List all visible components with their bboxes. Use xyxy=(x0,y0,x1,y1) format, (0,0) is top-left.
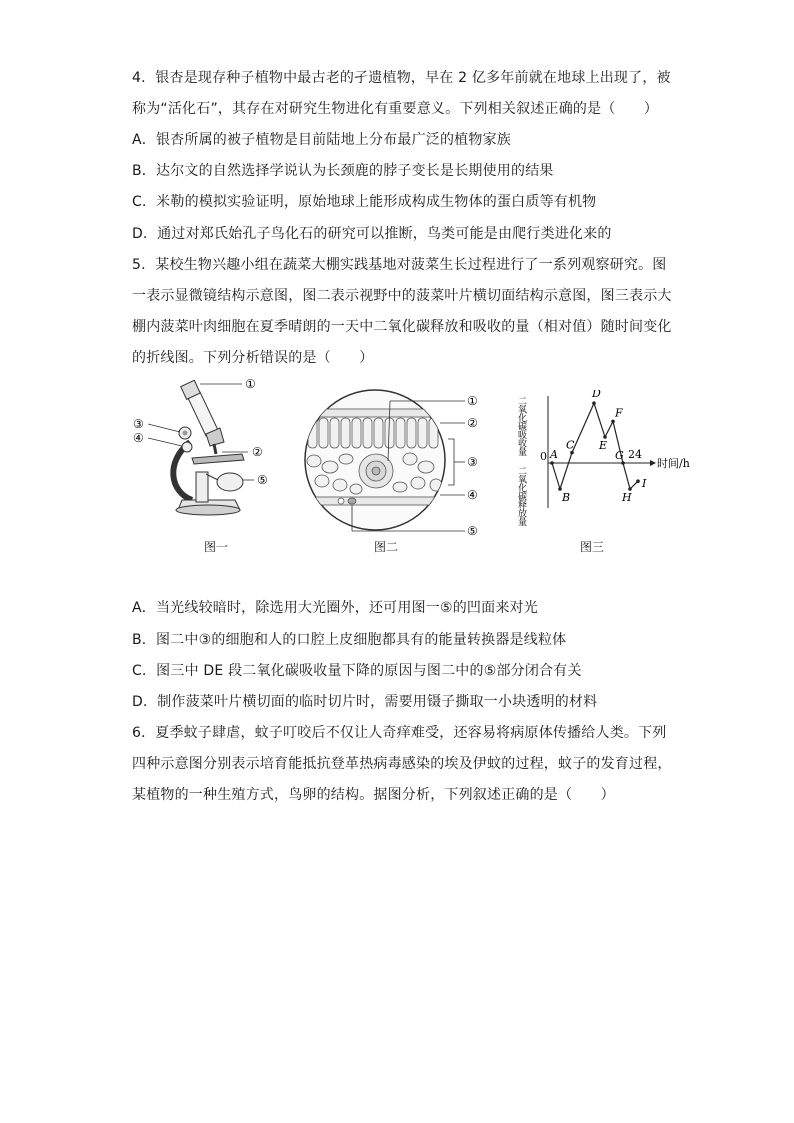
tick-24: 24 xyxy=(628,448,642,461)
y-label-bottom-char: 量 xyxy=(518,518,528,528)
y-label-bottom-char: 氧 xyxy=(518,475,528,486)
fig1-label-4: ④ xyxy=(133,431,144,445)
point-label: D xyxy=(592,390,601,401)
q5-option-d: D．制作菠菜叶片横切面的临时切片时，需要用镊子撕取一小块透明的材料 xyxy=(132,694,598,710)
fig2-label-1: ① xyxy=(467,394,478,408)
y-label-top-char: 碳 xyxy=(518,422,528,433)
y-label-bottom-char: 化 xyxy=(518,484,528,494)
y-label-top-char: 氧 xyxy=(518,405,528,416)
y-label-bottom-char: 二 xyxy=(518,467,528,477)
point-label: C xyxy=(566,438,575,452)
figure2-leaf-section xyxy=(300,385,490,540)
q5-stem-line4: 的折线图。下列分析错误的是（ ） xyxy=(132,350,374,366)
data-point xyxy=(550,461,554,465)
y-label-bottom-char: 释 xyxy=(518,501,528,511)
y-label-top-char: 量 xyxy=(518,448,528,458)
co2-line-chart xyxy=(510,390,700,530)
q4-stem-line1: 4．银杏是现存种子植物中最古老的孑遗植物，早在 2 亿多年前就在地球上出现了，被 xyxy=(132,70,671,86)
series-segment xyxy=(552,463,560,489)
q5-option-a: A．当光线较暗时，除选用大光圈外，还可用图一⑤的凹面来对光 xyxy=(132,600,538,616)
q5-option-b: B．图二中③的细胞和人的口腔上皮细胞都具有的能量转换器是线粒体 xyxy=(132,632,567,648)
point-label: E xyxy=(599,439,608,452)
q5-option-c: C．图三中 DE 段二氧化碳吸收量下降的原因与图二中的⑤部分闭合有关 xyxy=(132,663,582,679)
fig1-label-3: ③ xyxy=(133,417,144,431)
series-segment xyxy=(623,463,630,489)
q4-option-c: C．米勒的模拟实验证明，原始地球上能形成构成生物体的蛋白质等有机物 xyxy=(132,194,597,210)
q4-option-d: D．通过对郑氏始孔子鸟化石的研究可以推断，鸟类可能是由爬行类进化来的 xyxy=(132,226,612,242)
series-segment xyxy=(572,403,594,452)
fig1-label-1: ① xyxy=(245,377,256,391)
q4-option-b: B．达尔文的自然选择学说认为长颈鹿的脖子变长是长期使用的结果 xyxy=(132,163,554,179)
data-point xyxy=(636,479,640,483)
leaf-section-diagram xyxy=(300,385,490,540)
fig2-label-5: ⑤ xyxy=(467,524,478,538)
figure3-co2-chart xyxy=(510,390,700,530)
y-label-bottom-char: 碳 xyxy=(518,492,528,503)
data-point xyxy=(611,420,615,424)
x-axis-label: 时间/h xyxy=(657,457,690,470)
data-point xyxy=(592,401,596,405)
figure3-caption: 图三 xyxy=(580,540,605,554)
zero-label: 0 xyxy=(540,450,547,463)
y-label-bottom-char: 放 xyxy=(518,509,528,520)
q6-stem-line3: 某植物的一种生殖方式，鸟卵的结构。据图分析，下列叙述正确的是（ ） xyxy=(132,787,615,803)
q5-stem-line1: 5．某校生物兴趣小组在蔬菜大棚实践基地对菠菜生长过程进行了一系列观察研究。图 xyxy=(132,257,667,273)
microscope-diagram xyxy=(130,372,280,522)
series-segment xyxy=(560,453,572,489)
point-label: G xyxy=(615,449,624,462)
fig2-label-2: ② xyxy=(467,416,478,430)
y-label-top-char: 吸 xyxy=(518,431,528,441)
fig1-label-5: ⑤ xyxy=(257,473,268,487)
point-label: H xyxy=(622,491,632,504)
q4-option-a: A．银杏所属的被子植物是目前陆地上分布最广泛的植物家族 xyxy=(132,132,511,148)
q5-stem-line3: 棚内菠菜叶肉细胞在夏季晴朗的一天中二氧化碳释放和吸收的量（相对值）随时间变化 xyxy=(132,319,672,335)
point-label: B xyxy=(562,491,571,504)
series-segment xyxy=(594,403,605,437)
point-label: F xyxy=(615,406,623,420)
q6-stem-line1: 6．夏季蚊子肆虐，蚊子叮咬后不仅让人奇痒难受，还容易将病原体传播给人类。下列 xyxy=(132,725,667,741)
point-label: A xyxy=(550,448,558,461)
y-label-top-char: 收 xyxy=(518,439,528,450)
fig1-label-2: ② xyxy=(252,445,263,459)
figure1-microscope xyxy=(130,372,280,522)
figure1-caption: 图一 xyxy=(204,540,229,554)
series-segment xyxy=(605,421,613,437)
q6-stem-line2: 四种示意图分别表示培育能抵抗登革热病毒感染的埃及伊蚊的过程，蚊子的发育过程， xyxy=(132,756,672,772)
point-label: I xyxy=(642,477,647,491)
y-label-top-char: 二 xyxy=(518,397,528,407)
figure2-caption: 图二 xyxy=(374,540,399,554)
fig2-label-4: ④ xyxy=(467,488,478,502)
q4-stem-line2: 称为“活化石”，其存在对研究生物进化有重要意义。下列相关叙述正确的是（ ） xyxy=(132,101,659,117)
fig2-label-3: ③ xyxy=(467,455,478,469)
q5-stem-line2: 一表示显微镜结构示意图，图二表示视野中的菠菜叶片横切面结构示意图，图三表示大 xyxy=(132,288,672,304)
y-label-top-char: 化 xyxy=(518,414,528,424)
